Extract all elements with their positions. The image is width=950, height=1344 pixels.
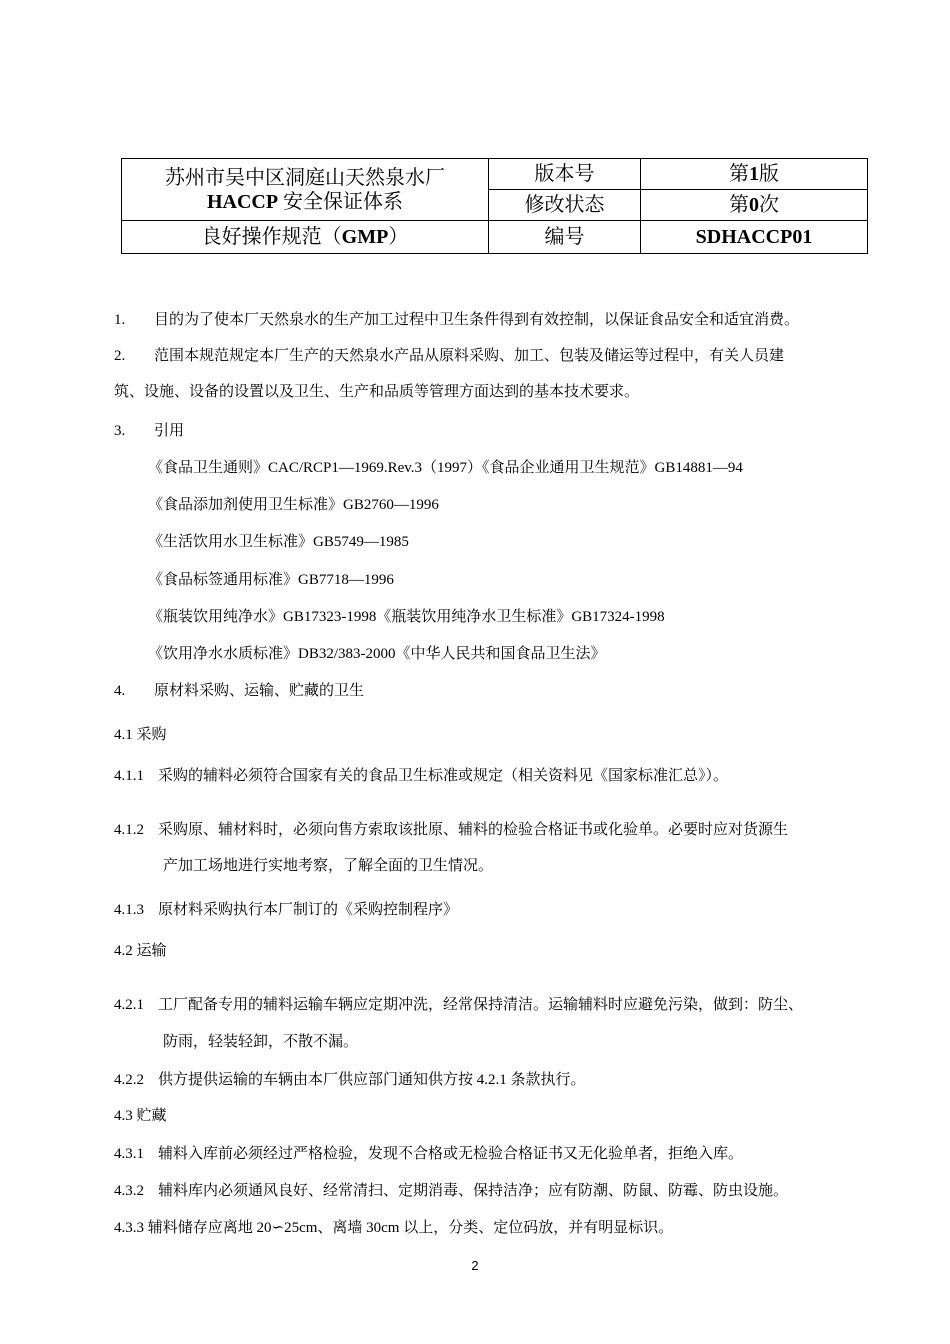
section-4-2: 4.2 运输 (114, 943, 167, 959)
section-4-2-1-cont: 防雨，轻装轻卸，不散不漏。 (163, 1034, 359, 1050)
section-4-2-1 (114, 995, 803, 1015)
revision-pre: 第 (729, 194, 749, 216)
org-system-cell (122, 159, 489, 221)
version-post: 版 (759, 163, 779, 185)
section-4-1-3-text: 原材料采购执行本厂制订的《采购控制程序》 (158, 902, 459, 918)
version-value (641, 159, 868, 190)
section-4-1-2-number: 4.1.2 (114, 822, 144, 838)
section-4-1: 4.1 采购 (114, 727, 167, 743)
section-4-text: 原材料采购、运输、贮藏的卫生 (154, 683, 365, 699)
doc-title-bold: GMP (341, 226, 389, 248)
section-4-3-3: 4.3.3 辅料储存应离地 20∽25cm、离墙 30cm 以上，分类、定位码放，并有明显标识。 (114, 1220, 674, 1236)
section-2-cont: 筑、设施、设备的设置以及卫生、生产和品质等管理方面达到的基本技术要求。 (114, 384, 640, 400)
code-label: 编号 (489, 221, 641, 254)
section-4-3-2-text: 辅料库内必须通风良好、经常清扫、定期消毒、保持洁净；应有防潮、防鼠、防霉、防虫设施。 (158, 1183, 789, 1199)
section-1-number: 1. (114, 312, 126, 328)
section-2 (114, 346, 784, 366)
section-4-1-3 (114, 900, 458, 920)
revision-num: 0 (749, 194, 759, 216)
doc-title-pre: 良好操作规范（ (201, 226, 342, 248)
section-3-number: 3. (114, 423, 126, 439)
revision-value (641, 190, 868, 221)
version-num: 1 (749, 163, 759, 185)
section-4-1-1-text: 采购的辅料必须符合国家有关的食品卫生标准或规定（相关资料见《国家标准汇总》）。 (158, 768, 729, 784)
section-4 (114, 681, 364, 701)
system-name-rest: 安全保证体系 (278, 190, 404, 213)
section-2-number: 2. (114, 348, 126, 364)
reference-4: 《食品标签通用标准》GB7718—1996 (148, 572, 394, 588)
reference-1: 《食品卫生通则》CAC/RCP1—1969.Rev.3（1997）《食品企业通用卫生规范》GB14881—94 (148, 460, 743, 476)
section-1 (114, 310, 799, 330)
section-4-1-2-cont: 产加工场地进行实地考察，了解全面的卫生情况。 (163, 858, 494, 874)
version-pre: 第 (729, 163, 749, 185)
revision-post: 次 (759, 194, 779, 216)
section-2-text-a: 范围本规范规定本厂生产的天然泉水产品从原料采购、加工、包装及储运等过程中，有关人员建 (154, 348, 785, 364)
section-4-2-2-text: 供方提供运输的车辆由本厂供应部门通知供方按 4.2.1 条款执行。 (158, 1072, 586, 1088)
section-1-text: 目的为了使本厂天然泉水的生产加工过程中卫生条件得到有效控制，以保证食品安全和适宜消费。 (154, 312, 800, 328)
section-3 (114, 421, 184, 441)
header-table (121, 158, 868, 254)
section-4-3-1-text: 辅料入库前必须经过严格检验，发现不合格或无检验合格证书又无化验单者，拒绝入库。 (158, 1146, 744, 1162)
section-4-1-1-number: 4.1.1 (114, 768, 144, 784)
section-4-2-1-number: 4.2.1 (114, 997, 144, 1013)
section-4-1-2-text-a: 采购原、辅材料时，必须向售方索取该批原、辅料的检验合格证书或化验单。必要时应对货源生 (158, 822, 789, 838)
reference-3: 《生活饮用水卫生标准》GB5749—1985 (148, 534, 409, 550)
section-4-2-2-number: 4.2.2 (114, 1072, 144, 1088)
section-3-text: 引用 (154, 423, 185, 439)
revision-label: 修改状态 (489, 190, 641, 221)
section-4-number: 4. (114, 683, 126, 699)
code-value: SDHACCP01 (641, 221, 868, 254)
reference-6: 《饮用净水水质标准》DB32/383-2000《中华人民共和国食品卫生法》 (148, 646, 606, 662)
section-4-2-1-text-a: 工厂配备专用的辅料运输车辆应定期冲洗，经常保持清洁。运输辅料时应避免污染，做到：防尘、 (158, 997, 804, 1013)
section-4-2-2 (114, 1070, 586, 1090)
section-4-3-1 (114, 1144, 743, 1164)
org-name: 苏州市吴中区洞庭山天然泉水厂 (165, 166, 445, 189)
system-name (122, 190, 488, 214)
section-4-3-2 (114, 1181, 788, 1201)
doc-title-post: ） (388, 226, 409, 248)
section-4-3-2-number: 4.3.2 (114, 1183, 144, 1199)
section-4-1-2 (114, 820, 788, 840)
section-4-1-3-number: 4.1.3 (114, 902, 144, 918)
reference-5: 《瓶装饮用纯净水》GB17323-1998《瓶装饮用纯净水卫生标准》GB17324-1998 (148, 609, 665, 625)
system-name-bold: HACCP (206, 190, 279, 213)
section-4-3: 4.3 贮藏 (114, 1108, 167, 1124)
page-number: 2 (471, 1258, 479, 1273)
section-4-1-1 (114, 766, 728, 786)
section-4-3-1-number: 4.3.1 (114, 1146, 144, 1162)
reference-2: 《食品添加剂使用卫生标准》GB2760—1996 (148, 497, 439, 513)
doc-title (122, 221, 489, 254)
version-label: 版本号 (489, 159, 641, 190)
